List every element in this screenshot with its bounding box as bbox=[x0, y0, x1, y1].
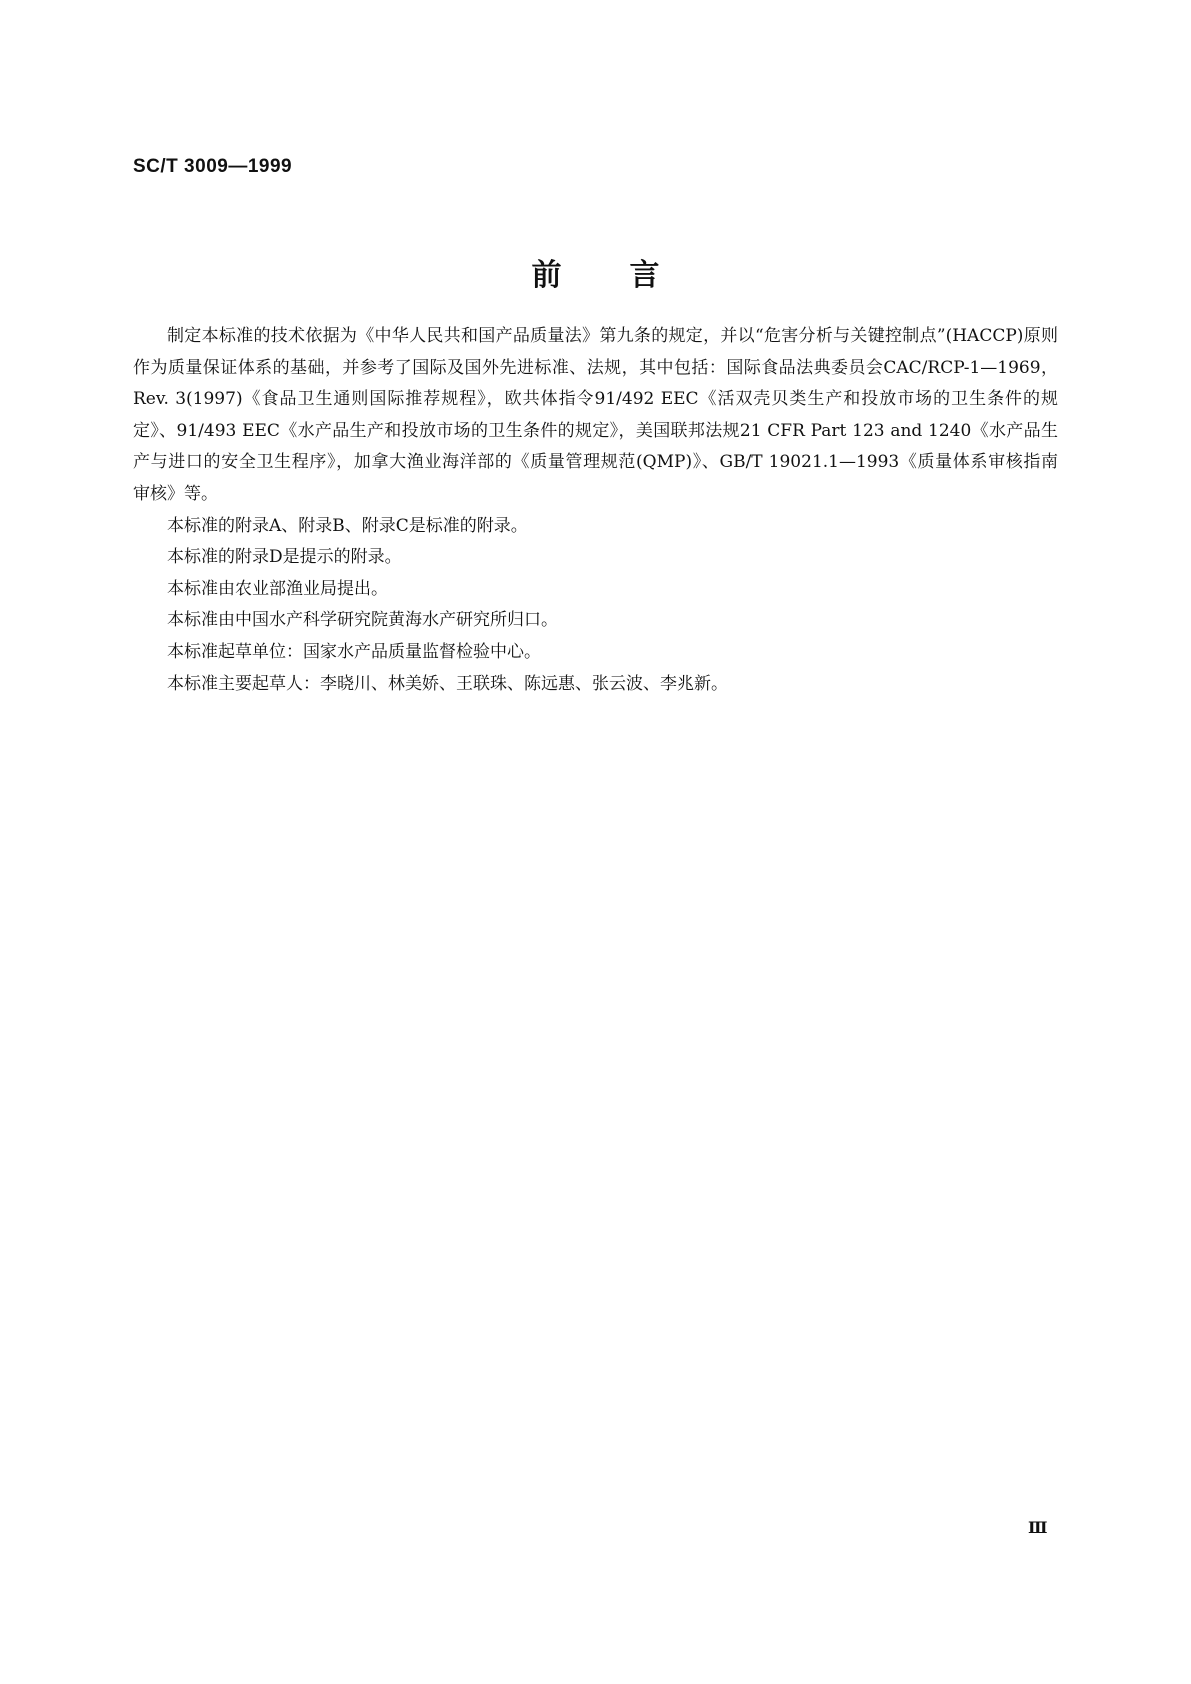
paragraph-responsible-unit: 本标准由中国水产科学研究院黄海水产研究所归口。 bbox=[167, 610, 558, 631]
paragraph-normative-appendices: 本标准的附录A、附录B、附录C是标准的附录。 bbox=[167, 515, 528, 536]
foreword-body bbox=[133, 321, 1075, 700]
standard-code: SC/T 3009—1999 bbox=[133, 156, 293, 177]
page-title: 前言 bbox=[531, 258, 728, 293]
page-number: Ⅲ bbox=[1028, 1520, 1048, 1537]
paragraph-drafters: 本标准主要起草人：李晓川、林美娇、王联珠、陈远惠、张云波、李兆新。 bbox=[167, 673, 728, 694]
paragraph-drafting-unit: 本标准起草单位：国家水产品质量监督检验中心。 bbox=[167, 641, 541, 662]
paragraph-informative-appendix: 本标准的附录D是提示的附录。 bbox=[167, 547, 402, 568]
paragraph-proposer: 本标准由农业部渔业局提出。 bbox=[167, 578, 388, 599]
paragraph-technical-basis: 制定本标准的技术依据为《中华人民共和国产品质量法》第九条的规定，并以“危害分析与关键控制点”(HACCP)原则作为质量保证体系的基础，并参考了国际及国外先进标准、法规，其中包括：国际食品法典委员会CAC/RCP-1—1969，Rev. 3(1997)《食品卫生通则国际推荐规程》，欧共体指令91/492 EEC《活双壳贝类生产和投放市场的卫生条件的规定》、91/493 EEC《水产品生产和投放市场的卫生条件的规定》，美国联邦法规21 CFR Part 123 and 1240《水产品生产与进口的安全卫生程序》，加拿大渔业海洋部的《质量管理规范(QMP)》、GB/T 19021.1—1993《质量体系审核指南 审核》等。 bbox=[133, 326, 1075, 504]
